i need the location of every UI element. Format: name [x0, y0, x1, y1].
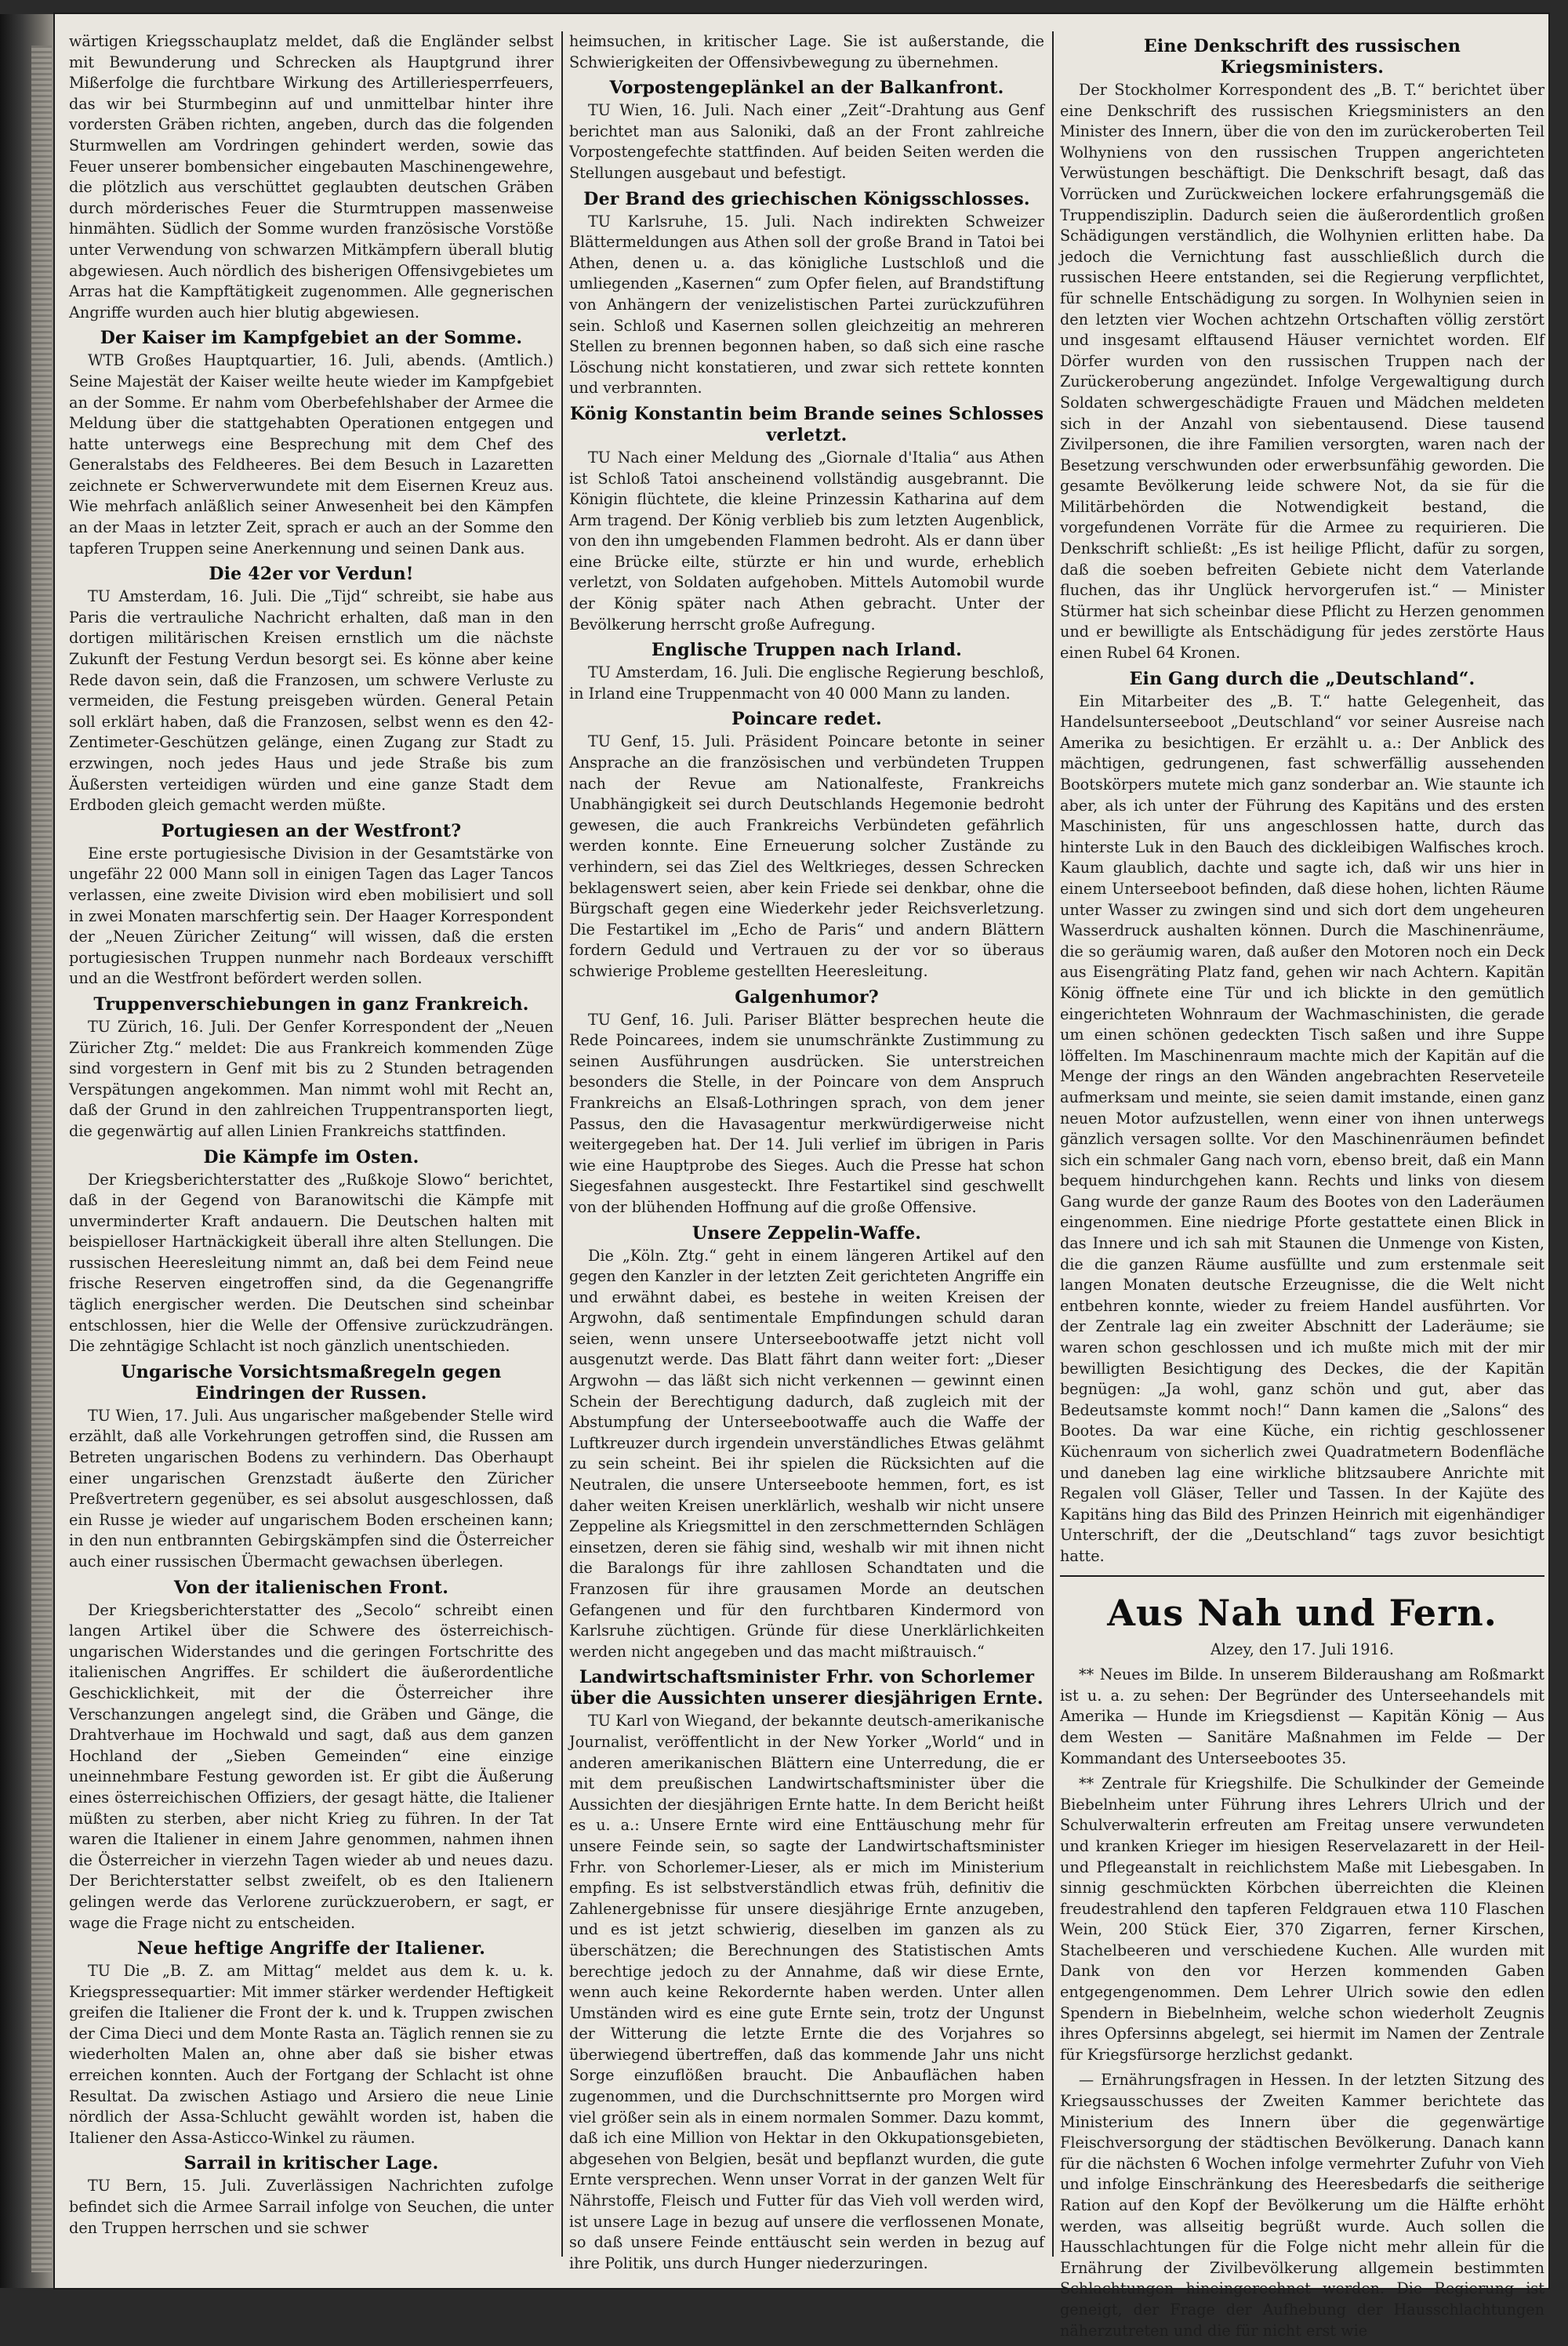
article	[569, 404, 1044, 635]
article-body: TU Karl von Wiegand, der bekannte deutsch-amerikanische Journalist, veröffentlicht in der New Yorker „World“ und in anderen amerikanischen Blättern eine Unterredung, die er mit dem preußischen Landwirtschaftsminister über die Aussichten der diesjährigen Ernte hatte. In dem Bericht heißt es u. a.: Unsere Ernte wird eine Enttäuschung mehr für unsere Feinde sein, so sagte der Landwirtschaftsminister Frhr. von Schorlemer-Lieser, als er mich im Ministerium empfing. Es ist selbstverständlich etwas früh, definitiv die Zahlenergebnisse für unsere diesjährige Ernte anzugeben, und es ist jetzt schwierig, dieselben im ganzen als zu überschätzen; die Berechnungen des Statistischen Amts berechtige jedoch zu der Annahme, daß wir diese Ernte, wenn auch keine Rekordernte haben werden. Unter allen Umständen wird es eine gute Ernte sein, trotz der Ungunst der Witterung die letzte Ernte die des Vorjahres so überwiegend übertreffen, daß das kommende Jahr uns nicht Sorge einzuflößen braucht. Die Anbauflächen haben zugenommen, und die Durchschnittsernte pro Morgen wird viel größer sein als in einem normalen Sommer. Dazu kommt, daß ich eine Million von Hektar in den Okkupationsgebieten, abgesehen von Belgien, besät und bepflanzt wurden, die gute Ernte versprechen. Wenn unser Vorrat in der ganzen Welt für Nährstoffe, Fleisch und Futter für das Vieh voll werden wird, ist unsere Lage in bezug auf unsere die verflossenen Monate, so daß unsere Feinde enttäuscht sein werden in bezug auf ihre Politik, uns durch Hunger niederzuringen.	[569, 1712, 1044, 2272]
article-headline: Neue heftige Angriffe der Italiener.	[136, 1938, 486, 1959]
article	[1060, 1665, 1544, 1769]
article-body: ** Neues im Bilde. In unserem Bilderaushang am Roßmarkt ist u. a. zu sehen: Der Begründer des Unterseehandels mit Amerika — Hunde im Kriegsdienst — Kapitän König — Aus dem Westen — Sanitäre Maßnahmen im Felde — Der Kommandant des Unterseebootes 35.	[1060, 1665, 1544, 1767]
article	[69, 31, 554, 323]
article	[1060, 1575, 1544, 1661]
article-body: Ein Mitarbeiter des „B. T.“ hatte Gelegenheit, das Handelsunterseeboot „Deutschland“ vor seiner Ausreise nach Amerika zu besichtigen. Er erzählt u. a.: Der Anblick des mächtigen, gedrungenen, fast schwerfällig aussehenden Bootskörpers mutete mich ganz sonderbar an. Wie staunte ich aber, als ich unter der Führung des Kapitäns und des ersten Maschinisten, für uns angeschlossen hatte, durch das hinterste Luk in den Bauch des dickleibigen Walfisches kroch. Kaum glaublich, dachte und sagte ich, daß wir uns hier in einem Unterseeboot befinden, daß diese hohen, lichten Räume unter Wasser zu zwingen sind und sich dort dem ungeheuren Wasserdruck aushalten können. Durch die Maschinenräume, die so geräumig waren, daß außer den Motoren noch ein Deck aus Eisengräting Platz fand, gehen wir nach Achtern. Kapitän König öffnete eine Tür und ich blickte in den gemütlich eingerichteten Wohnraum der Wachmaschinisten, die gerade um einen schönen gedeckten Tisch saßen und ihre Suppe löffelten. Im Maschinenraum machte mich der Kapitän auf die Menge der rings an den Wänden angebrachten Reserveteile aufmerksam und meinte, sie seien damit imstande, einen ganz neuen Motor aufzustellen, wenn einer von ihnen unterwegs gänzlich versagen sollte. Vor den Maschinenräumen befindet sich ein schmaler Gang nach vorn, ebenso breit, daß ein Mann bequem hindurchgehen kann. Rechts und links von diesem Gang wurde der ganze Raum des Bootes von den Laderäumen eingenommen. Eine niedrige Pforte gestattete einen Blick in das Innere und ich sah mit Staunen die Unmenge von Kisten, die die ganzen Räume ausfüllte und zum erstenmale seit langen Monaten deutsche Erzeugnisse, die die Welt nicht entbehren konnte, wieder zu freiem Handel ausführten. Vor der Zentrale lag ein zweiter Abschnitt der Laderäume; sie waren schon geschlossen und ich mußte mich mit der mir bewilligten Besichtigung des Deckes, die der Kapitän begnügen: „Ja wohl, ganz schön und gut, aber das Bedeutsamste kommt noch!“ Dann kamen die „Salons“ des Bootes. Da war eine Küche, ein richtig geschlossener Küchenraum von sicherlich zwei Quadratmetern Bodenfläche und daneben lag eine wirkliche blitzsaubere Anrichte mit Regalen voll Gläser, Teller und Tassen. In der Kajüte des Kapitäns hing das Bild des Prinzen Heinrich mit eigenhändiger Unterschrift, der die „Deutschland“ tags zuvor besichtigt hatte.	[1060, 692, 1544, 1565]
article-headline: Truppenverschiebungen in ganz Frankreich.	[93, 993, 529, 1015]
article	[1060, 36, 1544, 664]
article-headline: Sarrail in kritischer Lage.	[183, 2153, 439, 2174]
article-body: wärtigen Kriegsschauplatz meldet, daß die Engländer selbst mit Bewunderung und Schrecken als Hauptgrund ihrer Mißerfolge die furchtbare Wirkung des Artilleriesperrfeuers, das wir bei Sturmbeginn auf und unmittelbar hinter ihre vordersten Gräben richten, angeben, durch das die folgenden Sturmwellen am Vordringen gehindert werden, sowie das Feuer unserer bombensicher eingebauten Maschinengewehre, die plötzlich aus verschüttet geglaubten deutschen Gräben durch mörderisches Feuer die Sturmtruppen massenweise hinmähten. Südlich der Somme wurden französische Vorstöße unter Verwendung von schwarzen Mitkämpfern überall blutig abgewiesen. Auch nördlich des bisherigen Offensivgebietes um Arras hat die Kampftätigkeit zugenommen. Alle gegnerischen Angriffe wurden auch hier blutig abgewiesen.	[69, 32, 554, 321]
article-body: TU Genf, 15. Juli. Präsident Poincare betonte in seiner Ansprache an die französischen und verbündeten Truppen nach der Revue am Nationalfeste, Frankreichs Unabhängigkeit sei durch Deutschlands Hegemonie bedroht gewesen, die auch Frankreichs Verbündeten gefährlich werden konnte. Eine Erneuerung solcher Zustände zu verhindern, sei das Ziel des Weltkrieges, dessen Schrecken beklagenswert seien, aber kein Friede sei denkbar, ohne die Bürgschaft gegen eine Wiederkehr jeder Reichsverletzung. Die Festartikel im „Echo de Paris“ und andern Blättern fordern Geduld und Vertrauen zu der vor so überaus schwierige Probleme gestellten Heeresleitung.	[569, 732, 1044, 980]
article-headline: Poincare redet.	[731, 709, 882, 730]
article	[69, 2153, 554, 2239]
article-headline: Der Brand des griechischen Königsschlosses.	[583, 188, 1030, 209]
dateline: Alzey, den 17. Juli 1916.	[1210, 1640, 1394, 1658]
article	[69, 328, 554, 559]
article-headline: Die 42er vor Verdun!	[209, 564, 414, 585]
article-body: ** Zentrale für Kriegshilfe. Die Schulkinder der Gemeinde Biebelnheim unter Führung ihres Lehrers Ulrich und der Schulverwalterin erfreuten am Freitag unsere verwundeten und kranken Krieger im hiesigen Reservelazarett in der Heil- und Pflegeanstalt in reichlichstem Maße mit Liebesgaben. In sinnig geschmückten Körbchen überreichten die Kleinen freudestrahlend den tapferen Feldgrauen etwa 110 Flaschen Wein, 200 Stück Eier, 370 Zigarren, ferner Kirschen, Stachelbeeren und verschiedene Kuchen. Alle wurden mit Dank von den vor Herzen kommenden Gaben entgegengenommen. Dem Lehrer Ulrich sowie den edlen Spendern in Biebelnheim, welche schon wiederholt Zeugnis ihres Opfersinns abgelegt, sei hiermit im Namen der Zentrale für Kriegsfürsorge herzlichst gedankt.	[1060, 1774, 1544, 2064]
article-headline: Portugiesen an der Westfront?	[161, 820, 462, 841]
article	[569, 189, 1044, 399]
article-body: TU Amsterdam, 16. Juli. Die englische Regierung beschloß, in Irland eine Truppenmacht von 40 000 Mann zu landen.	[569, 663, 1044, 703]
article-headline: Englische Truppen nach Irland.	[652, 640, 962, 661]
article-body: Der Kriegsberichterstatter des „Secolo“ schreibt einen langen Artikel über die Schwere des österreichisch-ungarischen Widerstandes und die geringen Fortschritte des italienischen Angriffes. Er schildert die äußerordentliche Geschicklichkeit, mit der die Österreicher ihre Verschanzungen angelegt sind, die Gräben und Gänge, die Drahtverhaue im Hochwald und sagt, daß aus dem ganzen Hochland der „Sieben Gemeinden“ eine einzige uneinnehmbare Festung geworden ist. Er gibt die Äußerung eines österreichischen Offiziers, der gesagt hätte, die Italiener müßten zu sterben, aber nicht Krieg zu führen. In der Tat waren die Italiener in einem Jahre genommen, nahmen ihnen die Österreicher in vierzehn Tagen wieder ab und neues dazu. Der Berichterstatter selbst zweifelt, ob es den Italienern gelingen werde das Verlorene zurückzuerobern, er sagt, er wage die Frage nicht zu entscheiden.	[69, 1600, 554, 1932]
article-body: heimsuchen, in kritischer Lage. Sie ist außerstande, die Schwierigkeiten der Offensivbewegung zu übernehmen.	[569, 32, 1044, 71]
article	[69, 821, 554, 990]
article	[69, 994, 554, 1142]
article	[69, 1362, 554, 1573]
column-2	[569, 31, 1044, 2346]
article	[569, 1223, 1044, 1663]
article-headline: Galgenhumor?	[735, 986, 879, 1008]
article-body: TU Wien, 16. Juli. Nach einer „Zeit“-Drahtung aus Genf berichtet man aus Saloniki, daß an der Front zahlreiche Vorpostengefechte stattfinden. Auf beiden Seiten werden die Stellungen ausgebaut und befestigt.	[569, 101, 1044, 182]
article-body: TU Wien, 17. Juli. Aus ungarischer maßgebender Stelle wird erzählt, daß alle Vorkehrungen getroffen sind, die Russen am Betreten ungarischen Bodens zu verhindern. Das Oberhaupt einer ungarischen Grenzstadt äußerte den Züricher Preßvertretern gegenüber, es sei absolut ausgeschlossen, daß ein Russe je wieder auf ungarischem Boden erscheinen kann; in den nun entbrannten Gebirgskämpfen sind die Österreicher auch einer russischen Übermacht gewachsen überlegen.	[69, 1406, 554, 1571]
article-body: TU Genf, 16. Juli. Pariser Blätter besprechen heute die Rede Poincarees, indem sie unumschränkte Zustimmung zu seinen Ausführungen ausdrücken. Sie unterstreichen besonders die Stelle, in der Poincare von dem Anspruch Frankreichs an Elsaß-Lothringen sprach, von dem jener Passus, den die Havasagentur merkwürdigerweise nicht weitergegeben hat. Der 14. Juli verlief im übrigen in Paris wie eine Hauptprobe des Sieges. Auch die Presse hat schon Siegesfahnen ausgesteckt. Ihre Festartikel sind geschwellt von der blühenden Hoffnung auf die große Offensive.	[569, 1010, 1044, 1216]
article-headline: Eine Denkschrift des russischen Kriegsministers.	[1143, 36, 1461, 78]
article	[69, 1147, 554, 1357]
section-divider	[1060, 1575, 1544, 1577]
article-body: TU Die „B. Z. am Mittag“ meldet aus dem k. u. k. Kriegspressequartier: Mit immer stärker werdender Heftigkeit greifen die Italiener die Front der k. und k. Truppen zwischen der Cima Dieci und dem Monte Rasta an. Täglich rennen sie zu wiederholten Malen an, ohne aber daß sie bisher etwas erreichen konnten. Auch der Fortgang der Schlacht ist ohne Resultat. Da zwischen Astiago und Arsiero die neue Linie nördlich der Assa-Schlucht gewählt worden ist, haben die Italiener den Assa-Asticco-Winkel zu räumen.	[69, 1962, 554, 2147]
article-body: TU Karlsruhe, 15. Juli. Nach indirekten Schweizer Blättermeldungen aus Athen soll der große Brand in Tatoi bei Athen, denen u. a. das königliche Lustschloß und die umliegenden „Kasernen“ zum Opfer fielen, auf Brandstiftung von Anhängern der venizelistischen Partei zurückzuführen sein. Schloß und Kasernen sollen gleichzeitig an mehreren Stellen zu brennen begonnen haben, so daß sich eine rasche Löschung nicht konstatieren, und zwar sich rettete konnten und verbrannten.	[569, 212, 1044, 398]
newspaper-page	[55, 14, 1548, 2340]
article-body: — Ernährungsfragen in Hessen. In der letzten Sitzung des Kriegsausschusses der Zweiten Kammer berichtete das Ministerium des Innern über die gegenwärtige Fleischversorgung der städtischen Bevölkerung. Danach kann für die nächsten 6 Wochen infolge vermehrter Zufuhr von Vieh und infolge Einschränkung des Heeresbedarfs die seitherige Ration auf den Kopf der Bevölkerung um die Hälfte erhöht werden, was allseitig begrüßt wurde. Auch sollen die Hausschlachtungen für die Folge nicht mehr allein für die Ernährung der Zivilbevölkerung allgemein bestimmten Schlachtungen hineingerechnet werden. Die Regierung ist geneigt, der Frage der Aufhebung der Hausschlachtungen näherzutreten und die für nicht erst wie	[1060, 2071, 1544, 2340]
article-body: TU Zürich, 16. Juli. Der Genfer Korrespondent der „Neuen Züricher Ztg.“ meldet: Die aus Frankreich kommenden Züge sind vorgestern in Genf mit bis zu 2 Stunden betragenden Verspätungen angekommen. Man nimmt wohl mit Recht an, daß der Grund in den zahlreichen Truppentransporten liegt, die gegenwärtig auf allen Linien Frankreichs stattfinden.	[69, 1017, 554, 1140]
column-3	[1060, 31, 1544, 2346]
section-title: Aus Nah und Fern.	[1107, 1591, 1497, 1634]
article-body: Eine erste portugiesische Division in der Gesamtstärke von ungefähr 22 000 Mann soll in einigen Tagen das Lager Tancos verlassen, eine zweite Division wird eben mobilisiert und soll in zwei Monaten marschfertig sein. Der Haager Korrespondent der „Neuen Züricher Zeitung“ will wissen, daß die ersten portugiesischen Truppen nunmehr nach Bordeaux verschifft und an die Westfront befördert werden sollen.	[69, 844, 554, 988]
article-body: Der Stockholmer Korrespondent des „B. T.“ berichtet über eine Denkschrift des russischen Kriegsministers an den Minister des Innern, über die von den im zurückeroberten Teil Wolhyniens von den russischen Truppen angerichteten Verwüstungen beschäftigt. Die Denkschrift besagt, daß das Vorrücken und Zurückweichen lockere erfahrungsgemäß die Truppendisziplin. Dadurch seien die äußerordentlich großen Schädigungen verständlich, die Wolhynien erlitten habe. Da jedoch die Vernichtung fast ausschließlich durch die russischen Heere entstanden, sei die Regierung verpflichtet, für schnelle Entschädigung zu sorgen. In Wolhynien seien in den letzten vier Wochen achtzehn Ortschaften völlig zerstört und insgesamt elftausend Häuser vernichtet worden. Elf Dörfer wurden von den russischen Truppen nach der Zurückeroberung angezündet. Infolge Vergewaltigung durch Soldaten schwergeschädigte Frauen und Mädchen meldeten sich in der Anzahl von siebentausend. Diese tausend Zivilpersonen, die ihre Familien versorgten, waren nach der Besetzung verschwunden oder erwerbsunfähig geworden. Die gesamte Bevölkerung leide schwere Not, da sie für die Militärbehörden die Notwendigkeit bestand, die vorgefundenen Vorräte für die Armee zu requirieren. Die Denkschrift schließt: „Es ist heilige Pflicht, dafür zu sorgen, daß die soeben befreiten Gebiete nicht dem Vaterlande fluchen, das ihr Unglück hervorgerufen ist.“ — Minister Stürmer hat sich scheinbar diese Pflicht zu Herzen genommen und er bewilligte als Entschädigung für jedes zerstörte Haus einen Rubel 64 Kronen.	[1060, 81, 1544, 663]
article-body: TU Bern, 15. Juli. Zuverlässigen Nachrichten zufolge befindet sich die Armee Sarrail infolge von Seuchen, die unter den Truppen herrschen und sie schwer	[69, 2177, 554, 2237]
article	[69, 1938, 554, 2148]
article-headline: Landwirtschaftsminister Frhr. von Schorlemer über die Aussichten unserer diesjährigen Ernte.	[570, 1667, 1044, 1709]
article-body: Der Kriegsberichterstatter des „Rußkoje Slowo“ berichtet, daß in der Gegend von Baranowitschi die Kämpfe mit unverminderter Kraft andauern. Die Deutschen halten mit beispielloser Hartnäckigkeit überall ihre alten Stellungen. Die russischen Heeresleitung nimmt an, daß bei dem Feind neue frische Reserven eingetroffen sind, da die Gegenangriffe täglich energischer werden. Die Deutschen sind scheinbar entschlossen, hier die Welle der Offensive zurückzudrängen. Die zehntägige Schlacht ist noch gänzlich unentschieden.	[69, 1170, 554, 1356]
article	[569, 1667, 1044, 2274]
article-headline: König Konstantin beim Brande seines Schlosses verletzt.	[569, 403, 1044, 445]
article-body: TU Amsterdam, 16. Juli. Die „Tijd“ schreibt, sie habe aus Paris die vertrauliche Nachricht erhalten, daß man in den dortigen militärischen Kreisen ernstlich um die nächste Zukunft der Festung Verdun besorgt sei. Es könne aber keine Rede davon sein, daß die Franzosen, um schwere Verluste zu vermeiden, die Festung preisgeben würden. General Petain soll erklärt haben, daß die Franzosen, selbst wenn es den 42-Zentimeter-Geschützen gelänge, einen Zugang zur Stadt zu erzwingen, noch jedes Haus und jede Straße bis zum Äußersten verteidigen würden und eine ganze Stadt dem Erdboden gleich gemacht werden müßte.	[69, 587, 554, 815]
article	[1060, 1774, 1544, 2065]
article	[569, 78, 1044, 183]
article	[1060, 2070, 1544, 2341]
binding-strip	[31, 45, 52, 2272]
article-headline: Der Kaiser im Kampfgebiet an der Somme.	[100, 328, 523, 349]
article	[569, 640, 1044, 704]
article-headline: Ungarische Vorsichtsmaßregeln gegen Eindringen der Russen.	[121, 1361, 502, 1404]
article	[569, 31, 1044, 73]
book-binding	[0, 14, 55, 2288]
article-headline: Vorpostengeplänkel an der Balkanfront.	[609, 78, 1004, 99]
article-headline: Ein Gang durch die „Deutschland“.	[1129, 668, 1475, 689]
article	[569, 709, 1044, 982]
article-body: WTB Großes Hauptquartier, 16. Juli, abends. (Amtlich.) Seine Majestät der Kaiser weilte heute wieder im Kampfgebiet an der Somme. Er nahm vom Oberbefehlshaber der Armee die Meldung über die stattgehabten Operationen entgegen und hatte unterwegs eine Besprechung mit dem Chef des Generalstabs des Feldheeres. Bei dem Besuch in Lazaretten zeichnete er Schwerverwundete mit dem Eisernen Kreuz aus. Wie mehrfach anläßlich seiner Anwesenheit bei den Kämpfen an der Maas in letzter Zeit, sprach er auch an der Somme den tapferen Truppen seine Anerkennung und seinen Dank aus.	[69, 351, 554, 557]
article-headline: Die Kämpfe im Osten.	[203, 1146, 419, 1168]
article-headline: Von der italienischen Front.	[173, 1577, 449, 1598]
article	[569, 987, 1044, 1218]
article-body: Die „Köln. Ztg.“ geht in einem längeren Artikel auf den gegen den Kanzler in der letzten Zeit gerichteten Angriffe ein und erwähnt dabei, es bestehe in weiten Kreisen der Argwohn, daß sentimentale Empfindungen schuld daran seien, wenn unsere Unterseebootwaffe jetzt nicht voll ausgenutzt werde. Das Blatt fährt dann weiter fort: „Dieser Argwohn — das läßt sich nicht verkennen — gewinnt einen Schein der Berechtigung dadurch, daß zugleich mit der Abstumpfung der Unterseebootwaffe auch die Waffe der Luftkreuzer durch irgendein unverständliches Etwas gelähmt zu sein scheint. Bei ihr spielen die Rücksichten auf die Neutralen, die unsere Unterseeboote hemmen, fort, es ist daher weiten Kreisen unerklärlich, weshalb wir nicht unsere Zeppeline als Kriegsmittel in den zerschmetternden Schlägen einsetzen, deren sie fähig sind, weshalb wir mit ihnen nicht die Baralongs für ihre zahllosen Schandtaten und die Franzosen für ihre grausamen Morde an deutschen Gefangenen und für den furchtbaren Kindermord von Karlsruhe züchtigen. Gründe für diese Unerklärlichkeiten werden nicht angegeben und das macht mißtrauisch.“	[569, 1246, 1044, 1661]
columns	[69, 31, 1544, 2340]
column-1	[69, 31, 554, 2346]
article-headline: Unsere Zeppelin-Waffe.	[691, 1222, 922, 1244]
article-body: TU Nach einer Meldung des „Giornale d'Italia“ aus Athen ist Schloß Tatoi anscheinend vollständig ausgebrannt. Die Königin flüchtete, die kleine Prinzessin Katharina auf dem Arm tragend. Der König verblieb bis zum letzten Augenblick, von den ihn umgebenden Flammen bedroht. Als er dann über eine Brücke eilte, stürzte er hin und wurde, erheblich verletzt, von Soldaten aufgehoben. Mittels Automobil wurde der König später nach Athen gebracht. Unter der Bevölkerung herrscht große Aufregung.	[569, 448, 1044, 634]
article	[69, 1578, 554, 1934]
article	[69, 564, 554, 816]
article	[1060, 669, 1544, 1567]
